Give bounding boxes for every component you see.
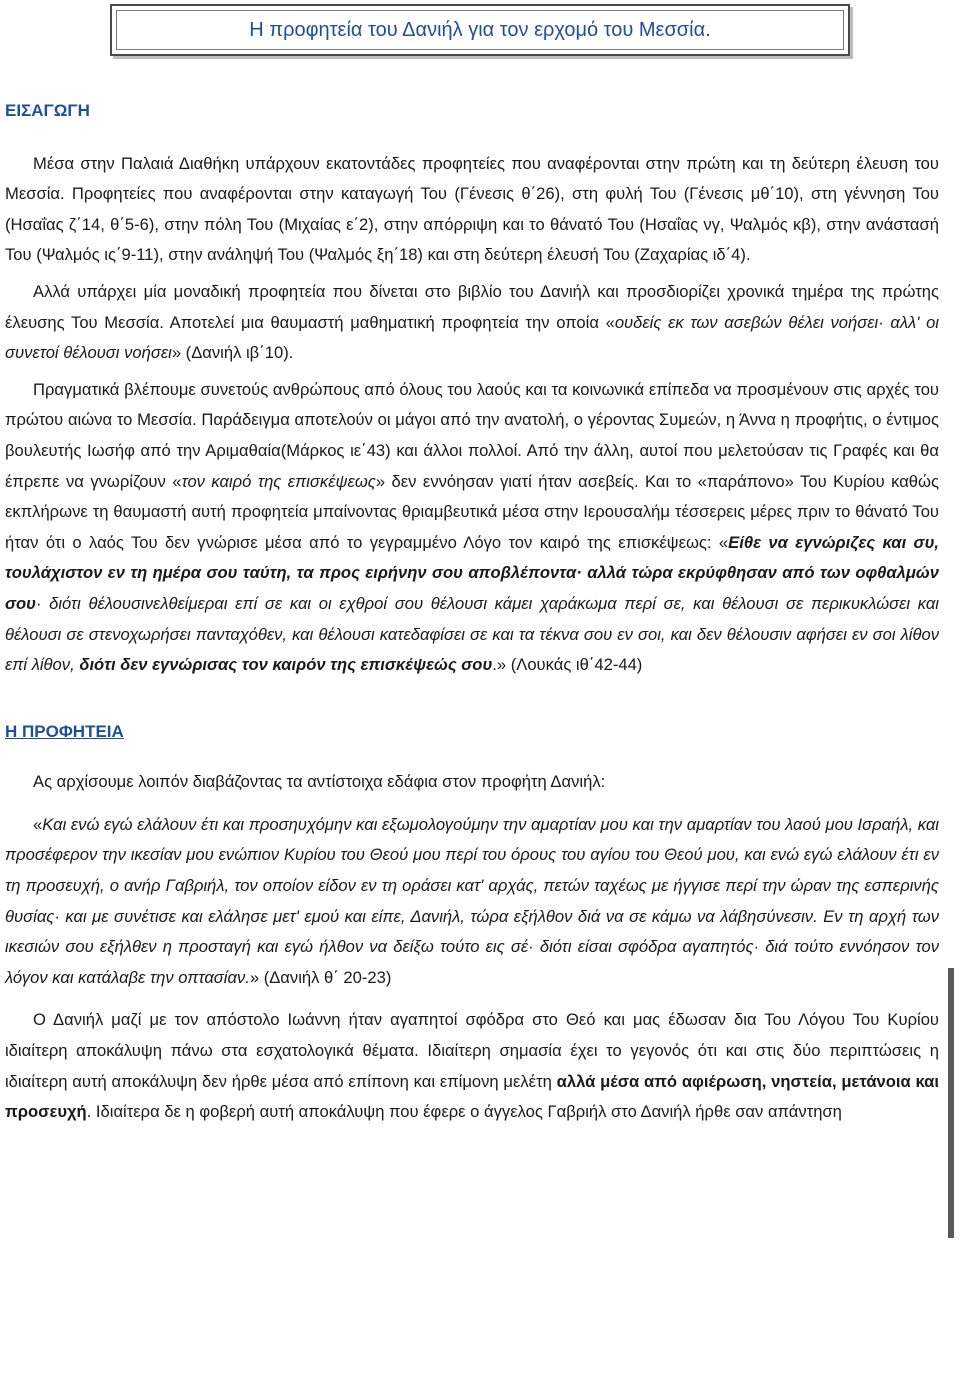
intro-p3-bold-quote-1: Είθε να εγνώριζες και συ, τουλάχιστον εν τη ημέρα σου ταύτη, τα προς ειρήνην σου αποβλέποντα· αλλά τώρα εκρύφθησαν από των οφθαλμών σου — [5, 532, 939, 613]
prophecy-quote-open: « — [33, 814, 43, 834]
intro-p1-text: Μέσα στην Παλαιά Διαθήκη υπάρχουν εκατοντάδες προφητείες που αναφέρονται στην πρώτη και τη δεύτερη έλευση του Μεσσία. Προφητείες που αναφέρονται στην καταγωγή Του (Γένεσις θ΄26), στη φυλή Του (Γένεσις μθ΄10), στη γέννηση Του (Ησαΐας ζ΄14, θ΄5-6), στην πόλη Του (Μιχαίας ε΄2), στην απόρριψη και το θάνατό Του (Ησαΐας νγ, Ψαλμός κβ), στην ανάστασή Του (Ψαλμός ις΄9-11), στην ανάληψή Του (Ψαλμός ξη΄18) και στη δεύτερη έλευσή Του (Ζαχαρίας ιδ΄4). — [5, 153, 939, 265]
intro-p3-bold-quote-2: διότι δεν εγνώρισας τον καιρόν της επισκέψεώς σου — [79, 655, 493, 675]
prophecy-p2-text-a: Ο Δανιήλ μαζί με τον απόστολο Ιωάννη ήταν αγαπητοί σφόδρα στο Θεό και μας έδωσαν δια Του Λόγου Του Κυρίου ιδιαίτερη αποκάλυψη πάνω στα εσχατολογικά θέματα. Ιδιαίτερη σημασία έχει το γεγονός ότι και στις δύο περιπτώσεις η ιδιαίτερη αυτή αποκάλυψη δεν ήρθε μέσα από επίπονη και επίμονη μελέτη — [5, 1010, 939, 1091]
intro-p3-text-a: Πραγματικά βλέπουμε συνετούς ανθρώπους από όλους του λαούς και τα κοινωνικά επίπεδα να προσμένουν στις αρχές του πρώτου αιώνα το Μεσσία. Παράδειγμα αποτελούν οι μάγοι από την ανατολή, ο γέροντας Συμεών, η Άννα η προφήτις, ο έντιμος βουλευτής Ιωσήφ από την Αριμαθαία(Μάρκος ιε΄43) και άλλοι πολλοί. Από την άλλη, αυτοί που μελετούσαν τις Γραφές και θα έπρεπε να γνωρίζουν « — [5, 379, 939, 491]
intro-paragraph-1 — [5, 149, 939, 271]
title-box — [110, 4, 850, 56]
prophecy-p2-bold: αλλά μέσα από αφιέρωση, νηστεία, μετάνοια και προσευχή — [5, 1071, 939, 1122]
intro-p2-text-a: Αλλά υπάρχει μία μοναδική προφητεία που δίνεται στο βιβλίο του Δανιήλ και προσδιορίζει χρονικά τημέρα της πρώτης έλευσης Του Μεσσία. Αποτελεί μια θαυμαστή μαθηματική προφητεία την οποία « — [5, 281, 939, 332]
intro-p2-text-b: » (Δανιήλ ιβ΄10). — [171, 343, 294, 363]
intro-paragraph-3 — [5, 375, 939, 681]
prophecy-quote-close: » (Δανιήλ θ΄ 20-23) — [249, 967, 392, 987]
document-body — [5, 96, 939, 1128]
intro-p3-quote-1: τον καιρό της επισκέψεως — [181, 471, 376, 491]
intro-paragraph-2 — [5, 277, 939, 369]
prophecy-heading: Η ΠΡΟΦΗΤΕΙΑ — [5, 721, 124, 741]
prophecy-paragraph-1 — [5, 767, 939, 798]
intro-p3-text-c: .» (Λουκάς ιθ΄42-44) — [492, 655, 643, 675]
prophecy-quote-paragraph — [5, 810, 939, 994]
intro-p3-italic-quote: · διότι θέλουσινελθείμεραι επί σε και οι εχθροί σου θέλουσι κάμει χαράκωμα περί σε, και θέλουσι σε περικυκλώσει και θέλουσι σε στενοχωρήσει πανταχόθεν, και θέλουσι κατεδαφίσει σε και τα τέκνα σου εν σοι, και δεν θέλουσιν αφήσει εν σοι λίθον επί λίθον, — [5, 593, 939, 675]
intro-p2-quote: ουδείς εκ των ασεβών θέλει νοήσει· αλλ' οι συνετοί θέλουσι νοήσει — [5, 312, 939, 363]
prophecy-p1-text: Ας αρχίσουμε λοιπόν διαβάζοντας τα αντίστοιχα εδάφια στον προφήτη Δανιήλ: — [33, 772, 606, 792]
prophecy-quote-text: Και ενώ εγώ ελάλουν έτι και προσηυχόμην και εξωμολογούμην την αμαρτίαν μου και την αμαρτίαν του λαού μου Ισραήλ, και προσέφερον την ικεσίαν μου ενώπιον Κυρίου του Θεού μου περί του όρους του αγίου του Θεού μου, και ενώ εγώ ελάλουν έτι εν τη προσευχή, ο ανήρ Γαβριήλ, τον οποίον είδον εν τη οράσει κατ' αρχάς, πετών ταχέως με ήγγισε περί την ώραν της εσπερινής θυσίας· και με συνέτισε και ελάλησε μετ' εμού και είπε, Δανιήλ, τώρα εξήλθον διά να σε κάμω να λάβησύνεσιν. Εν τη αρχή των ικεσιών σου εξήλθεν η προσταγή και εγώ ήλθον να δείξω τούτο εις σέ· διότι είσαι σφόδρα αγαπητός· διά τούτο εννόησον τον λόγον και κατάλαβε την οπτασίαν. — [5, 814, 939, 987]
page-title: Η προφητεία του Δανιήλ για τον ερχομό του Μεσσία. — [249, 18, 711, 41]
intro-heading: ΕΙΣΑΓΩΓΗ — [5, 101, 90, 120]
intro-p3-text-b: » δεν εννόησαν γιατί ήταν ασεβείς. Και το «παράπονο» Του Κυρίου καθώς εκπλήρωνε τη θαυμαστή αυτή προφητεία μπαίνοντας θριαμβευτικά μέσα στην Ιερουσαλήμ τέσσερεις μέρες πριν το θάνατό Του ήταν ότι ο λαός Του δεν γνώρισε μέσα από το γεγραμμένο Λόγο τον καιρό της επισκέψεως: « — [5, 471, 939, 552]
margin-bar — [948, 968, 954, 1238]
prophecy-paragraph-2 — [5, 1005, 939, 1127]
prophecy-p2-text-b: . Ιδιαίτερα δε η φοβερή αυτή αποκάλυψη που έφερε ο άγγελος Γαβριήλ στο Δανιήλ ήρθε σαν απάντηση — [86, 1102, 842, 1122]
